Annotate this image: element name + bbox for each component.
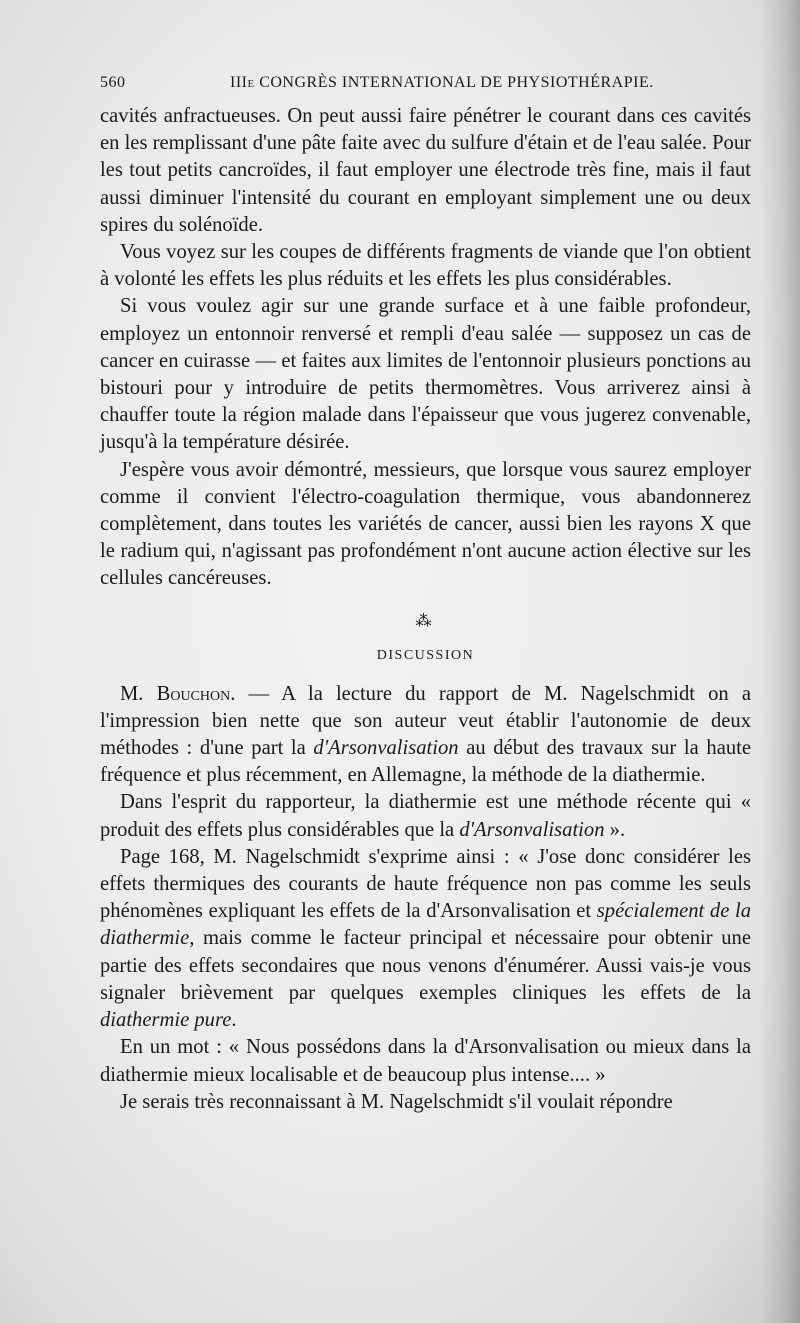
paragraph-6-emphasis: d'Arsonvalisation	[459, 818, 605, 841]
paragraph-5-text-a: — A la lecture du rapport de M. Nagelschmidt on a l'impression bien nette que son auteur veut établir l'autonomie de deux méthodes : d'une part la	[100, 682, 751, 760]
paragraph-5	[100, 681, 751, 790]
section-separator: ⁂	[415, 612, 436, 630]
paragraph-6-text-b: ».	[604, 818, 626, 841]
speaker-name: M. Bouchon.	[120, 682, 236, 705]
page-header	[100, 74, 750, 98]
section-title: DISCUSSION	[376, 647, 475, 663]
paragraph-5-emphasis: d'Arsonvalisation	[313, 737, 459, 760]
paragraph-7-text-b: , mais comme le facteur principal et nécessaire pour obtenir une partie des effets secondaires que nous venons d'énumérer. Aussi vais-je vous signaler brièvement par quelques exemples cliniques les effets de la	[100, 927, 751, 1004]
paragraph-7-emphasis-a: spécialement de la diathermie	[100, 900, 751, 950]
paragraph-9: Je serais très reconnaissant à M. Nagelschmidt s'il voulait répondre	[120, 1090, 673, 1113]
paragraph-7-text-c: .	[231, 1009, 237, 1032]
body-text	[100, 103, 751, 1116]
paragraph-2: Vous voyez sur les coupes de différents fragments de viande que l'on obtient à volonté les effets les plus réduits et les effets les plus considérables.	[100, 241, 751, 291]
running-title: IIIe CONGRÈS INTERNATIONAL DE PHYSIOTHÉRAPIE.	[230, 74, 654, 91]
paragraph-6-text-a: Dans l'esprit du rapporteur, la diathermie est une méthode récente qui « produit des effets plus considérables que la	[100, 791, 751, 841]
paragraph-3: Si vous voulez agir sur une grande surface et à une faible profondeur, employez un entonnoir renversé et rempli d'eau salée — supposez un cas de cancer en cuirasse — et faites aux limites de l'entonnoir plusieurs ponctions au bistouri pour y introduire de petits thermomètres. Vous arriverez ainsi à chauffer toute la région malade dans l'épaisseur que vous jugerez convenable, jusqu'à la température désirée.	[100, 295, 751, 454]
paragraph-7-text-a: Page 168, M. Nagelschmidt s'exprime ainsi : « J'ose donc considérer les effets thermiques des courants de haute fréquence non pas comme les seuls phénomènes expliquant les effets de la d'Arsonvalisation et	[100, 845, 751, 923]
paragraph-8: En un mot : « Nous possédons dans la d'Arsonvalisation ou mieux dans la diathermie mieux localisable et de beaucoup plus intense.... »	[100, 1036, 751, 1086]
paragraph-7-emphasis-b: diathermie pure	[100, 1009, 232, 1032]
paragraph-4: J'espère vous avoir démontré, messieurs, que lorsque vous saurez employer comme il convient l'électro-coagulation thermique, vous abandonnerez complètement, dans toutes les variétés de cancer, aussi bien les rayons X que le radium qui, n'agissant pas profondément n'ont aucune action élective sur les cellules cancéreuses.	[100, 458, 751, 590]
paragraph-1: cavités anfractueuses. On peut aussi faire pénétrer le courant dans ces cavités en les remplissant d'une pâte faite avec du sulfure d'étain et de l'eau salée. Pour les tout petits cancroïdes, il faut employer une électrode très fine, mais il faut aussi diminuer l'intensité du courant en employant simplement une ou deux spires du solénoïde.	[100, 105, 752, 236]
paragraph-5-text-b: au début des travaux sur la haute fréquence et plus récemment, en Allemagne, la méthode de la diathermie.	[100, 737, 751, 787]
paragraph-7	[100, 844, 751, 1034]
paragraph-6	[100, 789, 751, 843]
page-number: 560	[100, 74, 126, 91]
